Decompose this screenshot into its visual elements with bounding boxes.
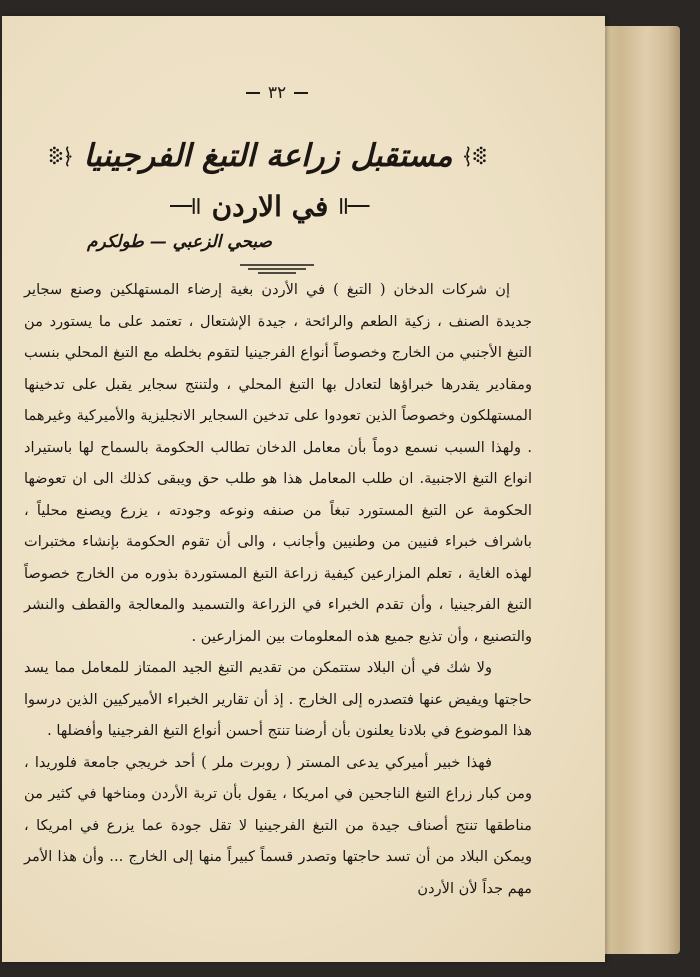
subheadline-title: في الاردن — [211, 189, 329, 223]
page-number — [232, 80, 322, 106]
bracket-ornament-icon — [338, 194, 370, 218]
page-number-text: ٣٢ — [267, 83, 287, 103]
book-page — [2, 16, 605, 962]
paragraph: إن شركات الدخان ( التبغ ) في الأردن بغية إرضاء المستهلكين وصنع سجاير جديدة الصنف ، زكية الطعم والرائحة ، جيدة الإشتعال ، تعتمد على ما يستورد من التبغ الأجنبي من الخارج وخصوصاً أنواع الفرجينيا لتقوم بخلطه مع التبغ المحلي بنسب ومقادير يقدرها خبراؤها لتعادل بها التبغ المحلي ، ولتنتج سجاير يقبل على تدخينها المستهلكون وخصوصاً الذين تعودوا على تدخين السجاير الانجليزية والأميركية وغيرهما . ولهذا السبب نسمع دوماً بأن معامل الدخان تطالب الحكومة بالسماح لها باستيراد انواع التبغ الاجنبية. ان طلب المعامل هذا هو طلب حق ويبقى كذلك الى ان تعوضها الحكومة عن التبغ المستورد تبغاً من صنفه ونوعه وجودته ، يزرع ويصنع محلياً ، باشراف خبراء فنيين من وطنيين وأجانب ، والى أن تقوم الحكومة بإنشاء مختبرات لهذه الغاية ، تعلم المزارعين كيفية زراعة التبغ المستوردة بذوره من الخارج خصوصاً التبغ الفرجينيا ، وأن تقدم الخبراء في الزراعة والتسميد والمعالجة والقطف والنشر والتصنيع ، وأن تذيع جميع هذه المعلومات بين المزارعين . — [24, 281, 533, 645]
paragraph: ولا شك في أن البلاد ستتمكن من تقديم التبغ الجيد الممتاز للمعامل مما يسد حاجتها ويفيض عنها فتصدره إلى الخارج . إذ أن تقارير الخبراء الأميركيين الذين درسوا هذا الموضوع في بلادنا يعلنون بأن أرضنا تنتج أحسن أنواع التبغ الفرجينيا وأفضلها . — [24, 659, 532, 739]
star-ornament-icon — [462, 131, 488, 181]
article-body — [24, 274, 532, 904]
bracket-ornament-icon — [170, 194, 202, 218]
headline — [48, 128, 488, 184]
star-ornament-icon — [48, 131, 74, 181]
subheadline — [170, 186, 370, 226]
author-byline: صبحي الزعبي — طولكرم — [87, 232, 272, 252]
dash-left — [246, 92, 260, 94]
paragraph: فهذا خبير أميركي يدعى المستر ( روبرت ملر ) أحد خريجي جامعة فلوريدا ، ومن كبار زراع التبغ الناجحين في امريكا ، يقول بأن تربة الأردن ومناخها في كثير من مناطقها تنتج أصناف جيدة من التبغ الفرجينيا لا تقل جودة عما يزرع في امريكا ، ويمكن البلاد من أن تسد حاجتها وتصدر قسماً كبيراً منها إلى الخارج ... وأن هذا الأمر مهم جداً لأن الأردن — [24, 753, 532, 897]
dash-right — [294, 92, 308, 94]
headline-title: مستقبل زراعة التبغ الفرجينيا — [83, 138, 453, 174]
page-stack-edges — [596, 26, 680, 954]
